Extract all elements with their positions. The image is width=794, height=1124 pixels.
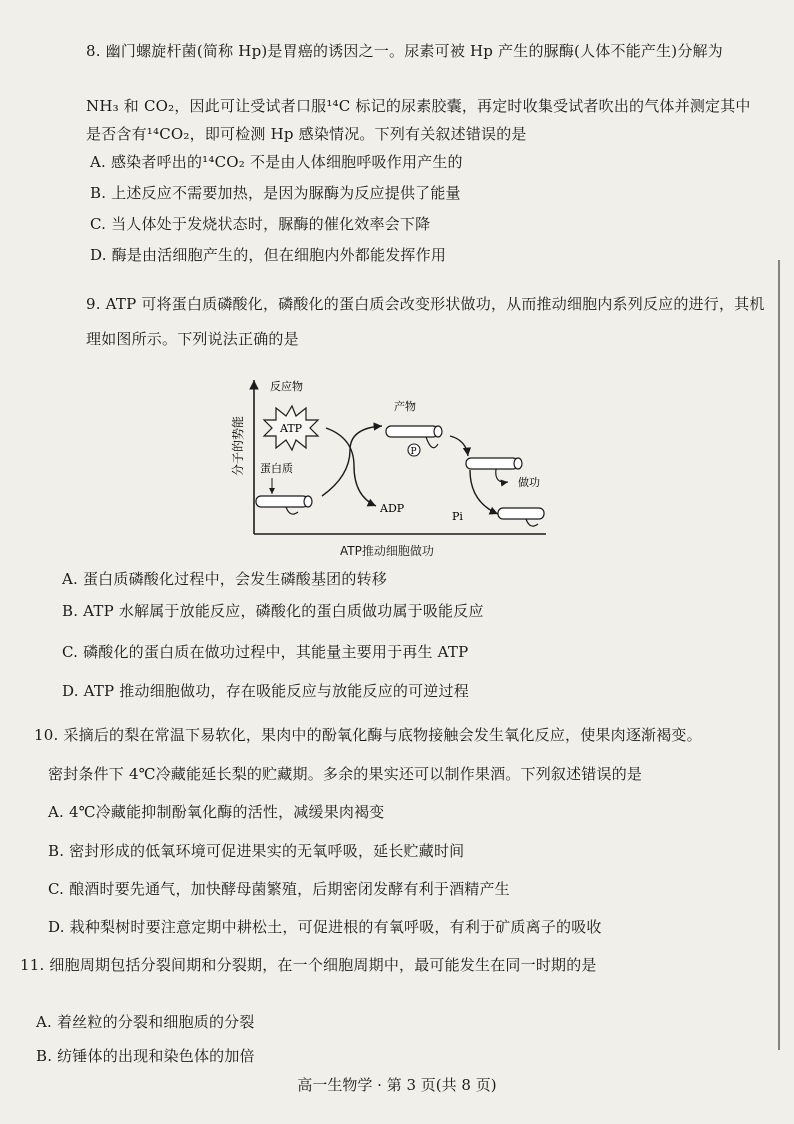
q9-option-d: D. ATP 推动细胞做功，存在吸能反应与放能反应的可逆过程 bbox=[62, 682, 469, 700]
page-footer: 高一生物学 · 第 3 页(共 8 页) bbox=[297, 1076, 497, 1094]
q8-stem-line3: 是否含有¹⁴CO₂，即可检测 Hp 感染情况。下列有关叙述错误的是 bbox=[86, 125, 527, 143]
q9-option-c: C. 磷酸化的蛋白质在做功过程中，其能量主要用于再生 ATP bbox=[62, 643, 469, 661]
q8-option-c: C. 当人体处于发烧状态时，脲酶的催化效率会下降 bbox=[90, 215, 431, 233]
q10-stem-line2: 密封条件下 4℃冷藏能延长梨的贮藏期。多余的果实还可以制作果酒。下列叙述错误的是 bbox=[48, 765, 643, 783]
protein-cylinder-final bbox=[498, 508, 544, 526]
diagram-caption: ATP推动细胞做功 bbox=[340, 544, 434, 558]
q11-option-b: B. 纺锤体的出现和染色体的加倍 bbox=[36, 1047, 255, 1065]
q9-stem-line2: 理如图所示。下列说法正确的是 bbox=[86, 330, 299, 348]
q10-option-b: B. 密封形成的低氧环境可促进果实的无氧呼吸，延长贮藏时间 bbox=[48, 842, 465, 860]
q10-stem-line1: 10. 采摘后的梨在常温下易软化，果肉中的酚氧化酶与底物接触会发生氧化反应，使果肉逐渐褐变。 bbox=[34, 726, 702, 744]
protein-label: 蛋白质 bbox=[260, 462, 293, 475]
reactant-label: 反应物 bbox=[270, 380, 303, 393]
product-label: 产物 bbox=[394, 400, 416, 413]
phosphate-label: P bbox=[410, 447, 417, 457]
q8-option-a: A. 感染者呼出的¹⁴CO₂ 不是由人体细胞呼吸作用产生的 bbox=[90, 153, 463, 171]
q10-option-d: D. 栽种梨树时要注意定期中耕松土，可促进根的有氧呼吸，有利于矿质离子的吸收 bbox=[48, 918, 602, 936]
q9-stem-line1: 9. ATP 可将蛋白质磷酸化，磷酸化的蛋白质会改变形状做功，从而推动细胞内系列反应的进行，其机 bbox=[86, 295, 765, 313]
work-label: 做功 bbox=[518, 476, 540, 489]
atp-work-diagram bbox=[226, 366, 556, 566]
q9-option-a: A. 蛋白质磷酸化过程中，会发生磷酸基团的转移 bbox=[62, 570, 387, 588]
protein-cylinder-1 bbox=[256, 496, 312, 514]
q10-option-a: A. 4℃冷藏能抑制酚氧化酶的活性，减缓果肉褐变 bbox=[48, 803, 385, 821]
q9-option-b: B. ATP 水解属于放能反应，磷酸化的蛋白质做功属于吸能反应 bbox=[62, 602, 484, 620]
pi-label: Pi bbox=[452, 510, 463, 523]
q10-option-c: C. 酿酒时要先通气，加快酵母菌繁殖，后期密闭发酵有利于酒精产生 bbox=[48, 880, 510, 898]
q11-option-a: A. 着丝粒的分裂和细胞质的分裂 bbox=[36, 1013, 255, 1031]
adp-label: ADP bbox=[380, 502, 405, 515]
protein-cylinder-working bbox=[466, 458, 522, 482]
q8-stem-line2: NH₃ 和 CO₂，因此可让受试者口服¹⁴C 标记的尿素胶囊，再定时收集受试者吹出的气体并测定其中 bbox=[86, 97, 751, 115]
q8-option-d: D. 酶是由活细胞产生的，但在细胞内外都能发挥作用 bbox=[90, 246, 447, 264]
y-axis-label: 分子的势能 bbox=[231, 415, 245, 476]
q8-stem-line1: 8. 幽门螺旋杆菌(简称 Hp)是胃癌的诱因之一。尿素可被 Hp 产生的脲酶(人体不能产生)分解为 bbox=[86, 42, 723, 60]
atp-label: ATP bbox=[280, 422, 303, 435]
q11-stem: 11. 细胞周期包括分裂间期和分裂期，在一个细胞周期中，最可能发生在同一时期的是 bbox=[20, 956, 597, 974]
page-edge-line bbox=[778, 260, 780, 1050]
q8-option-b: B. 上述反应不需要加热，是因为脲酶为反应提供了能量 bbox=[90, 184, 461, 202]
